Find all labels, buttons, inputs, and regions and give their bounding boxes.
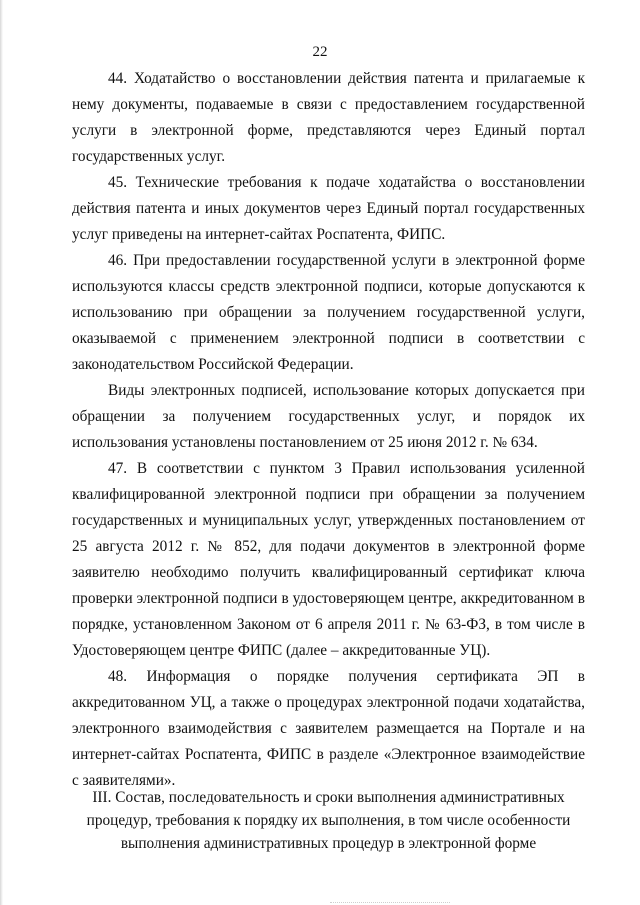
section-heading-line-1: III. Состав, последовательность и сроки выполнения административных [92,789,565,806]
page-number: 22 [312,44,328,60]
section-heading-line-2: процедур, требования к порядку их выполнения, в том числе особенности [86,812,571,829]
scan-edge [0,0,3,905]
paragraph-48: 48. Информация о порядке получения сертификата ЭП в аккредитованном УЦ, а также о процедурах электронной подачи ходатайства, электронного взаимодействия с заявителем размещается на Портале и на интернет-сайтах Роспатента, ФИПС в разделе «Электронное взаимодействие с заявителями». [72,668,585,789]
paragraph-47: 47. В соответствии с пунктом 3 Правил использования усиленной квалифицированной электронной подписи при обращении за получением государственных и муниципальных услуг, утвержденных постановлением от 25 августа 2012 г. № 852, для подачи документов в электронной форме заявителю необходимо получить квалифицированный сертификат ключа проверки электронной подписи в удостоверяющем центре, аккредитованном в порядке, установленном Законом от 6 апреля 2011 г. № 63-ФЗ, в том числе в Удостоверяющем центре ФИПС (далее – аккредитованные УЦ). [72,460,585,659]
paragraph-46: 46. При предоставлении государственной услуги в электронной форме используются классы средств электронной подписи, которые допускаются к использованию при обращении за получением государственной услуги, оказываемой с применением электронной подписи в соответствии с законодательством Российской Федерации. [72,252,585,373]
section-heading [72,786,585,855]
paragraph-46-continued: Виды электронных подписей, использование которых допускается при обращении за получением государственных услуг, и порядок их использования установлены постановлением от 25 июня 2012 г. № 634. [72,382,585,451]
paragraph-44: 44. Ходатайство о восстановлении действия патента и прилагаемые к нему документы, подаваемые в связи с предоставлением государственной услуги в электронной форме, представляются через Единый портал государственных услуг. [72,70,585,165]
body-text [72,66,585,794]
scan-artifact [330,901,450,903]
paragraph-45: 45. Технические требования к подаче ходатайства о восстановлении действия патента и иных документов через Единый портал государственных услуг приведены на интернет-сайтах Роспатента, ФИПС. [72,174,585,243]
section-heading-line-3: выполнения административных процедур в электронной форме [120,835,537,852]
